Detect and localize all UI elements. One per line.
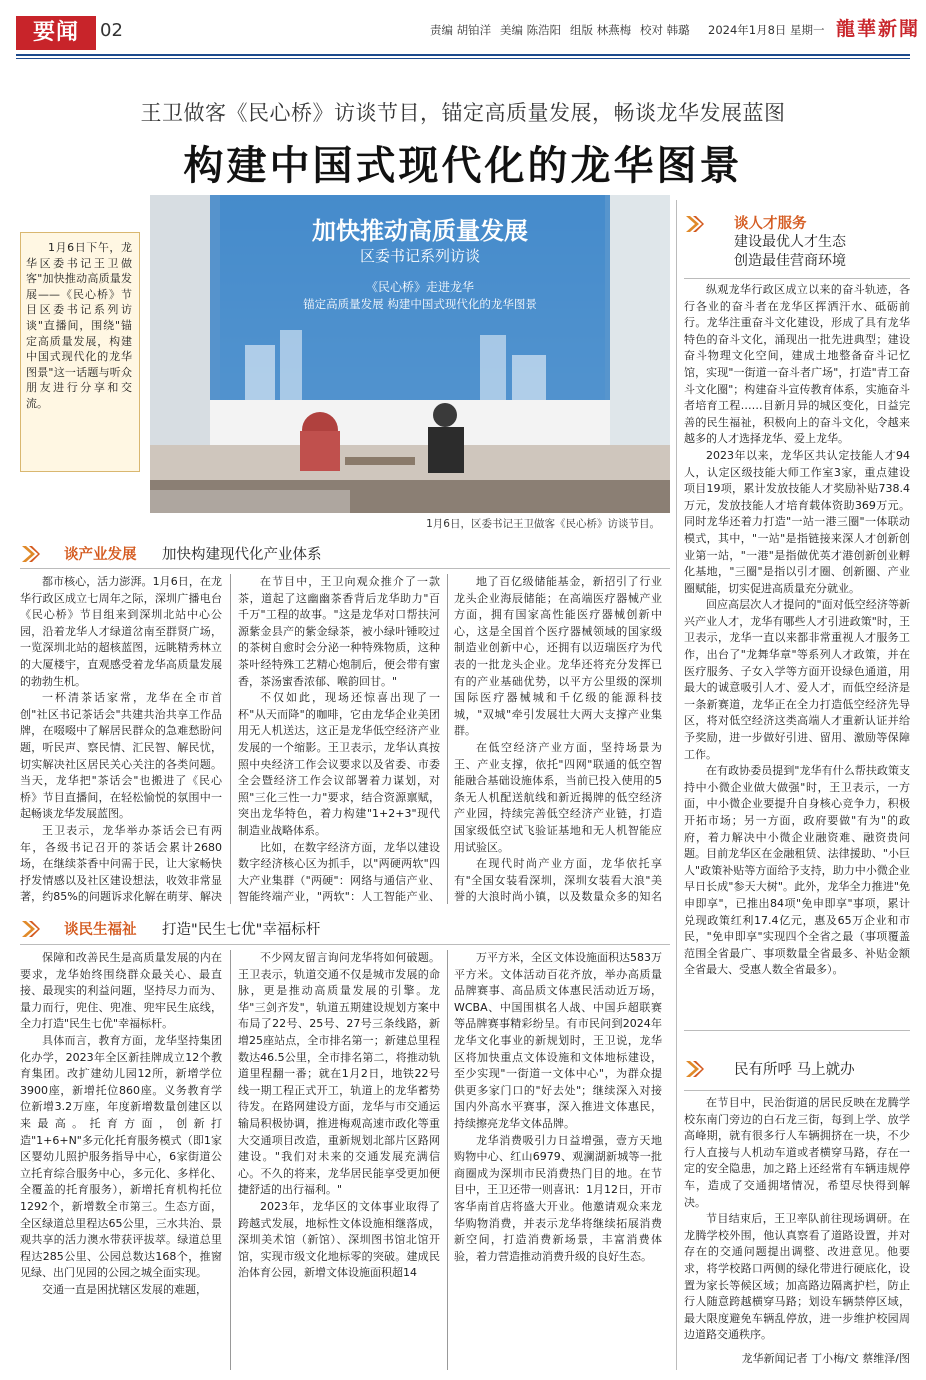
editor-credit: 责编 胡铂洋 xyxy=(430,23,492,37)
section-subtitle-line-1: 建设最优人才生态 xyxy=(734,234,846,250)
paragraph: 比如，在数字经济方面，龙华以建设数字经济核心区为抓手，以"两硬两软"四大产业集群（"两硬"：网络与通信产业、智能终端产业，"两软"：人工智能产业、 xyxy=(238,840,440,904)
paragraph: 具体而言，教育方面，龙华坚持集团化办学，2023年全区新挂牌成立12个教育集团。改扩建幼儿园12所，新增学位3900座，新增托位860座。义务教育学位新增3.2万座，年度新增数量创建区以来最高。托育方面，创新打造"1+6+N"多元化托育服务模式（即1家区婴幼儿照护服务指导中心，6家街道公立托育综合服务中心，多元化、多样化、全覆盖的托育服务），新增托育机构托位1292个，新增数全市第三。生态方面，全区绿道总里程达65公里，三水共治、景观共享的活力澳水带获评拔萃。绿道总里程达285公里、公园总数达168个，推窗见绿、出门见园的公园之城全面实现。 xyxy=(20,1033,222,1280)
paragraph: 2023年，龙华区的文体事业取得了跨越式发展，地标性文体设施相继落成，深圳美术馆（新馆）、深圳图书馆北馆开馆，实现市级文化地标零的突破。建成民治体育公园，新增文体设施面积超14 xyxy=(238,1199,440,1280)
byline: 龙华新闻记者 丁小梅/文 蔡维泽/图 xyxy=(741,1352,910,1365)
section-label: 民有所呼 马上就办 xyxy=(734,1062,855,1078)
newspaper-name: 龍華新聞 xyxy=(836,18,921,40)
banner-subtitle: 区委书记系列访谈 xyxy=(359,247,480,265)
column-rule xyxy=(447,950,448,1370)
banner-line-1: 《民心桥》走进龙华 xyxy=(365,280,474,294)
livelihood-column-2 xyxy=(238,950,440,1370)
paragraph: 一杯清茶话家常，龙华在全市首创"社区书记茶话会"共建共治共享工作品牌，在啜啜中了解居民群众的急难愁盼问题，听民声、察民情、汇民智、解民忧，切实解决社区居民关心关注的各类问题。当天，龙华把"茶话会"也搬进了《民心桥》节目直播间，在轻松愉悦的氛围中一起畅谈龙华发展蓝图。 xyxy=(20,691,222,821)
section-tag: 要闻 xyxy=(16,16,96,50)
livelihood-column-3 xyxy=(454,950,662,1370)
chevron-icon xyxy=(20,919,40,939)
article-subtitle: 王卫做客《民心桥》访谈节目，锚定高质量发展，畅谈龙华发展蓝图 xyxy=(140,101,786,125)
event-photo xyxy=(150,195,670,513)
industry-column-3 xyxy=(454,574,662,904)
chevron-icon xyxy=(684,214,704,234)
paragraph: 都市核心，活力澎湃。1月6日，在龙华行政区成立七周年之际，深圳广播电台《民心桥》节目组来到深圳北站中心公园，沿着龙华人才绿道岔南至群贤广场，一览深圳北站的超核蓝图，远眺精秀林立的大厦楼宇，直观感受着龙华高质量发展的勃勃生机。 xyxy=(20,575,222,688)
banner-line-2: 锚定高质量发展 构建中国式现代化的龙华图景 xyxy=(303,297,537,311)
industry-column-2 xyxy=(238,574,440,904)
public-column xyxy=(684,1095,910,1347)
issue-date: 2024年1月8日 星期一 xyxy=(708,23,825,37)
talent-column xyxy=(684,282,910,1017)
paragraph: 节目结束后，王卫率队前往现场调研。在龙腾学校外围，他认真察看了道路设置，并对存在的交通问题提出调整、改进意见。他要求，将学校路口两侧的绿化带进行硬底化，设置为家长等候区域；加高路边隔离护栏，防止行人随意跨越横穿马路；划设车辆禁停区域，最大限度避免车辆乱停放，进一步维护校园周边道路交通秩序。 xyxy=(684,1212,910,1342)
header-rule-thin xyxy=(16,58,910,59)
column-rule xyxy=(230,950,231,1370)
divider xyxy=(20,568,670,569)
paragraph: 在节目中，王卫向观众推介了一款茶，道起了这幽幽茶香背后龙华助力"百千万"工程的故事。"这是龙华对口帮扶河源紫金县产的紫金绿茶，被小绿叶锤咬过的茶树自愈时会分泌一种特殊物质，这种茶叶经特殊工艺精心炮制后，便会带有蜜香，茶汤蜜香浓郁、喉韵回甘。" xyxy=(238,575,440,688)
paragraph: 地了百亿级储能基金，新招引了行业龙头企业海辰储能；在高端医疗器械产业方面，拥有国家高性能医疗器械创新中心，这是全国首个医疗器械领域的国家级制造业创新中心，还拥有以迈瑞医疗为代表的一批龙头企业。龙华还将充分发挥已有的产业基础优势，以平方公里级的深圳国际医疗器械城和千亿级的能源科技城，"双城"牵引发展壮大两大支撑产业集群。 xyxy=(454,575,662,738)
photo-caption: 1月6日，区委书记王卫做客《民心桥》访谈节目。 xyxy=(426,518,660,530)
divider xyxy=(684,278,910,279)
divider xyxy=(20,944,670,945)
section-label: 谈产业发展 xyxy=(64,547,137,563)
proofreader-credit: 校对 韩璐 xyxy=(640,23,690,37)
paragraph: 交通一直是困扰辖区发展的难题， xyxy=(42,1282,207,1296)
section-label: 谈人才服务 xyxy=(734,216,807,232)
column-rule xyxy=(230,574,231,904)
paragraph: 纵观龙华行政区成立以来的奋斗轨迹，各行各业的奋斗者在龙华区挥洒汗水、砥砺前行。龙华注重奋斗文化建设，形成了具有龙华特色的奋斗文化，涌现出一批先进典型；建设奋斗物理文化空间，建成土地整备奋斗记忆馆，实现"一街道一奋斗者广场"，打造"青工奋斗文化圈"；构建奋斗宣传教育体系，实施奋斗者培育工程……目新月异的城区变化，日益完善的民生福祉，积极向上的奋斗文化，令越来越多的人才选择龙华、爱上龙华。 xyxy=(684,283,910,446)
paragraph: 不仅如此，现场还惊喜出现了一杯"从天而降"的咖啡，它由龙华企业美团用无人机送达，这正是龙华低空经济产业发展的一个缩影。王卫表示，龙华认真按照中央经济工作会议要求以及省委、市委全会暨经济工作会议部署着力谋划，对照"三化三性一力"要求，结合资源禀赋，突出龙华特色，着力构建"1+2+3"现代制造业战略体系。 xyxy=(238,691,440,837)
chevron-icon xyxy=(684,1059,704,1079)
paragraph: 2023年以来，龙华区共认定技能人才94人，认定区级技能大师工作室3家，重点建设项目19项，累计发放技能人才奖励补贴738.4万元，发放技能人才培育载体资助369万元。同时龙华还着力打造"一站一港三圈"一体联动模式，其中，"一站"是指链接来深人才创新创业第一站，"一港"是指做优英才港创新创业孵化基地，"三圈"是指以引才圈、创新圈、产业圈赋能，切实促进高质量充分就业。 xyxy=(684,448,910,595)
paragraph: 龙华消费吸引力日益增强，壹方天地购物中心、红山6979、观澜湖新城等一批商圈成为深圳市民消费热门目的地。在节目中，王卫还带一则喜讯：1月12日，开市客华南首店将盛大开业。他邀请观众来龙华购物消费，并表示龙华将继续拓展消费新空间，打造消费新场景，丰富消费体验，着力营造推动消费升级的良好生态。 xyxy=(454,1133,662,1263)
column-rule xyxy=(447,574,448,904)
section-subtitle-line-2: 创造最佳营商环境 xyxy=(734,253,846,269)
chevron-icon xyxy=(20,544,40,564)
section-header-talent xyxy=(684,212,910,272)
art-editor-credit: 美编 陈浩阳 xyxy=(500,23,562,37)
paragraph: 回应高层次人才提问的"面对低空经济等新兴产业人才，龙华有哪些人才引进政策"时，王卫表示，龙华一直以来都非常重视人才服务工作，出台了"龙舞华章"等系列人才政策，并在医疗服务、子女入学等方面开设绿色通道，用最大的诚意吸引人才、爱人才，而低空经济是一条新赛道，龙华正在全力打造低空经济先导区，将对低空经济这类高端人才重新认证并给予奖励，进一步做好引进、留用、激励等保障工作。 xyxy=(684,598,910,761)
section-label: 谈民生福祉 xyxy=(64,922,137,938)
article-headline: 构建中国式现代化的龙华图景 xyxy=(183,142,743,189)
paragraph: 王卫表示，龙华举办茶话会已有两年，各级书记召开的茶话会累计2680场，在继续茶香中问需于民，让大家畅快抒发情感以及社区建设想法，收效非常显著，约85%的问题诉求化解在萌芽、解决 xyxy=(20,823,222,904)
paragraph: 不少网友留言询问龙华将如何破题。王卫表示，轨道交通不仅是城市发展的命脉，更是推动高质量发展的引擎。龙华"三剑齐发"，轨道五期建设规划方案中布局了22号、25号、27号三条线路，新增25座站点，全市排名第一；新建总里程数达46.5公里，全市排名第二，将推动轨道里程翻一番；就在1月2日，地铁22号线一期工程正式开工，轨道上的龙华蓄势待发。在路网建设方面，龙华与市交通运输局积极协调，推进梅观高速市政化等重大交通项目改造，重新规划北部片区路网建设。"我们对未来的交通发展充满信心。不久的将来，龙华居民能享受更加便捷舒适的出行福利。" xyxy=(238,951,440,1197)
paragraph: 在有政协委员提到"龙华有什么帮扶政策支持中小微企业做大做强"时，王卫表示，一方面，中小微企业要提升自身核心竞争力，积极开拓市场；另一方面，政府要做"有为"的政府，着力解决中小微企业融资难、融资贵问题。目前龙华区在金融租赁、法律援助、"小巨人"政策补贴等方面给予支持，助力中小微企业早日长成"参天大树"。此外，龙华全力推进"免申即享"，已推出84项"免申即享"事项，累计兑现政策红利17.4亿元，惠及65万企业和市民，"免申即享"实现四个全省之最（事项覆盖范围全省最广、事项数量全省最多、补贴金额全省最大、受惠人数全省最多）。 xyxy=(684,764,910,977)
divider xyxy=(684,1090,910,1091)
page-number: 02 xyxy=(100,20,123,41)
paragraph: 在低空经济产业方面，坚持场景为王、产业支撑，依托"四网"联通的低空智能融合基础设施体系，当前已投入使用的5条无人机配送航线和新近揭牌的低空经济产业园，持续完善低空经济产业链，打造国家级低空试飞验证基地和无人机智能应用试验区。 xyxy=(454,740,662,854)
section-subtitle: 打造"民生七优"幸福标杆 xyxy=(162,922,321,938)
livelihood-column-1 xyxy=(20,950,222,1370)
section-header-livelihood xyxy=(20,918,670,940)
layout-editor-credit: 组版 林燕梅 xyxy=(570,23,632,37)
lead-text: 1月6日下午，龙华区委书记王卫做客"加快推动高质量发展——《民心桥》节目区委书记系列访谈"直播间，围绕"锚定高质量发展，构建中国式现代化的龙华图景"这一话题与听众朋友进行分享和交流。 xyxy=(26,241,132,410)
right-column-rule xyxy=(676,200,677,1370)
header-rule xyxy=(16,54,910,56)
section-header-industry xyxy=(20,543,670,565)
divider xyxy=(684,1030,910,1031)
paragraph: 在现代时尚产业方面，龙华依托享有"全国女装看深圳，深圳女装看大浪"美誉的大浪时尚小镇，以及数量众多的知名 xyxy=(454,857,662,904)
banner-title: 加快推动高质量发展 xyxy=(312,217,528,245)
section-header-public xyxy=(684,1058,910,1082)
section-subtitle: 加快构建现代化产业体系 xyxy=(162,547,322,563)
paragraph: 保障和改善民生是高质量发展的内在要求，龙华始终围绕群众最关心、最直接、最现实的利益问题，坚持尽力而为、量力而行，兜住、兜准、兜牢民生底线，全力打造"民生七优"幸福标杆。 xyxy=(20,951,222,1031)
industry-column-1 xyxy=(20,574,222,904)
paragraph: 在节目中，民治街道的居民反映在龙腾学校东南门旁边的白石龙三街，每到上学、放学高峰期，就有很多行人车辆拥挤在一块，不少行人直接与人机动车道或者横穿马路，存在一定的安全隐患，加之路上还经常有车辆违规停车，造成了交通拥堵情况，希望尽快得到解决。 xyxy=(684,1096,910,1209)
paragraph: 万平方米，全区文体设施面积达583万平方米。文体活动百花齐放，举办高质量品牌赛事、高品质文体惠民活动近万场，WCBA、中国围棋名人战、中国乒超联赛等品牌赛事精彩纷呈。有市民问到2024年龙华文化事业的新规划时，王卫说，龙华区将加快重点文体设施和文体地标建设，至少实现"一街道一文体中心"，为群众提供更多家门口的"好去处"；继续深入对接国内外高水平赛事，深入推进文体惠民，持续擦亮龙华文体品牌。 xyxy=(454,951,662,1130)
